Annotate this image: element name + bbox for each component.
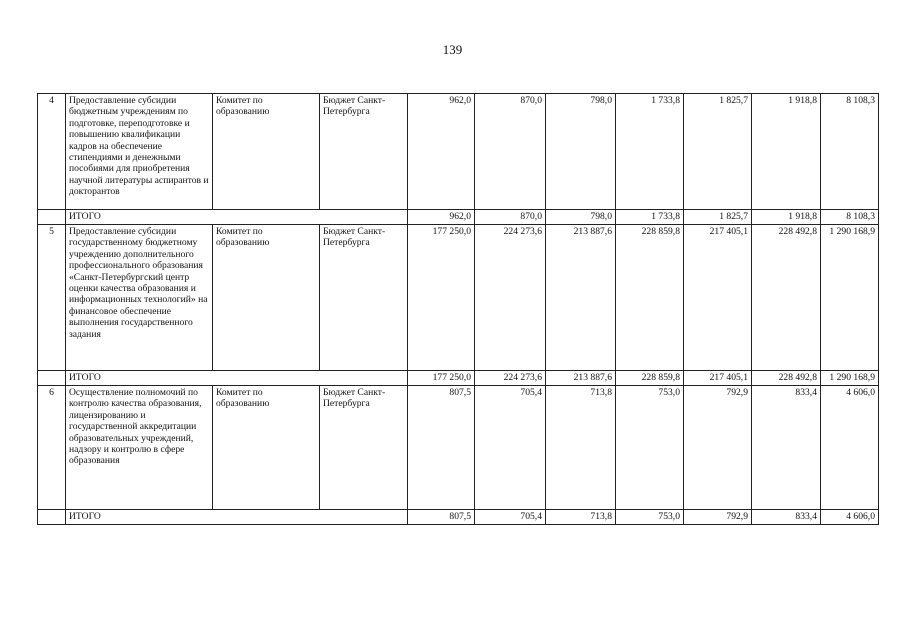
- total-value: 1 918,8: [752, 210, 821, 225]
- table-row: [38, 94, 879, 210]
- total-value: 962,0: [408, 210, 475, 225]
- total-value: 4 606,0: [821, 510, 879, 525]
- row-executor: Комитет по образованию: [213, 386, 320, 510]
- row-description: Осуществление полномочий по контролю качества образования, лицензированию и государственной аккредитации образовательных учреждений, надзору и контролю в сфере образования: [66, 386, 213, 510]
- row-value: 807,5: [408, 386, 475, 510]
- total-value: 228 859,8: [616, 371, 684, 386]
- row-value-total: 8 108,3: [821, 94, 879, 210]
- total-value: 705,4: [475, 510, 546, 525]
- total-value: 177 250,0: [408, 371, 475, 386]
- total-value: 217 405,1: [684, 371, 752, 386]
- row-value: 177 250,0: [408, 225, 475, 371]
- total-label: ИТОГО: [66, 371, 408, 386]
- row-value: 1 825,7: [684, 94, 752, 210]
- total-row: [38, 371, 879, 386]
- row-value: 213 887,6: [546, 225, 616, 371]
- row-index: 4: [38, 94, 66, 210]
- row-description: Предоставление субсидии бюджетным учреждениям по подготовке, переподготовке и повышению квалификации кадров на обеспечение стипендиями и денежными пособиями для приобретения научной литературы аспирантов и докторантов: [66, 94, 213, 210]
- total-value: 833,4: [752, 510, 821, 525]
- row-value: 713,8: [546, 386, 616, 510]
- page-number: 139: [442, 42, 463, 57]
- row-value-total: 4 606,0: [821, 386, 879, 510]
- total-value: 870,0: [475, 210, 546, 225]
- row-executor: Комитет по образованию: [213, 225, 320, 371]
- total-value: 807,5: [408, 510, 475, 525]
- row-value: 798,0: [546, 94, 616, 210]
- total-index-cell: [38, 210, 66, 225]
- table-row: [38, 386, 879, 510]
- row-value: 1 918,8: [752, 94, 821, 210]
- row-index: 5: [38, 225, 66, 371]
- total-value: 753,0: [616, 510, 684, 525]
- total-index-cell: [38, 510, 66, 525]
- row-value: 228 859,8: [616, 225, 684, 371]
- total-row: [38, 510, 879, 525]
- total-value: 1 290 168,9: [821, 371, 879, 386]
- total-value: 213 887,6: [546, 371, 616, 386]
- row-source: Бюджет Санкт-Петербурга: [320, 94, 408, 210]
- row-value: 705,4: [475, 386, 546, 510]
- row-value: 753,0: [616, 386, 684, 510]
- row-description: Предоставление субсидии государственному бюджетному учреждению дополнительного профессионального образования «Санкт-Петербургский центр оценки качества образования и информационных технологий» на финансовое обеспечение выполнения государственного задания: [66, 225, 213, 371]
- row-value: 228 492,8: [752, 225, 821, 371]
- row-source: Бюджет Санкт-Петербурга: [320, 386, 408, 510]
- total-value: 792,9: [684, 510, 752, 525]
- row-value: 1 733,8: [616, 94, 684, 210]
- total-value: 1 825,7: [684, 210, 752, 225]
- row-value: 833,4: [752, 386, 821, 510]
- total-row: [38, 210, 879, 225]
- total-value: 713,8: [546, 510, 616, 525]
- table-row: [38, 225, 879, 371]
- row-value: 962,0: [408, 94, 475, 210]
- total-value: 798,0: [546, 210, 616, 225]
- row-value: 217 405,1: [684, 225, 752, 371]
- total-value: 8 108,3: [821, 210, 879, 225]
- row-value-total: 1 290 168,9: [821, 225, 879, 371]
- total-value: 228 492,8: [752, 371, 821, 386]
- total-value: 224 273,6: [475, 371, 546, 386]
- total-value: 1 733,8: [616, 210, 684, 225]
- row-executor: Комитет по образованию: [213, 94, 320, 210]
- total-index-cell: [38, 371, 66, 386]
- total-label: ИТОГО: [66, 510, 408, 525]
- budget-table: [37, 93, 879, 525]
- total-label: ИТОГО: [66, 210, 408, 225]
- row-source: Бюджет Санкт-Петербурга: [320, 225, 408, 371]
- row-value: 792,9: [684, 386, 752, 510]
- row-value: 870,0: [475, 94, 546, 210]
- row-value: 224 273,6: [475, 225, 546, 371]
- row-index: 6: [38, 386, 66, 510]
